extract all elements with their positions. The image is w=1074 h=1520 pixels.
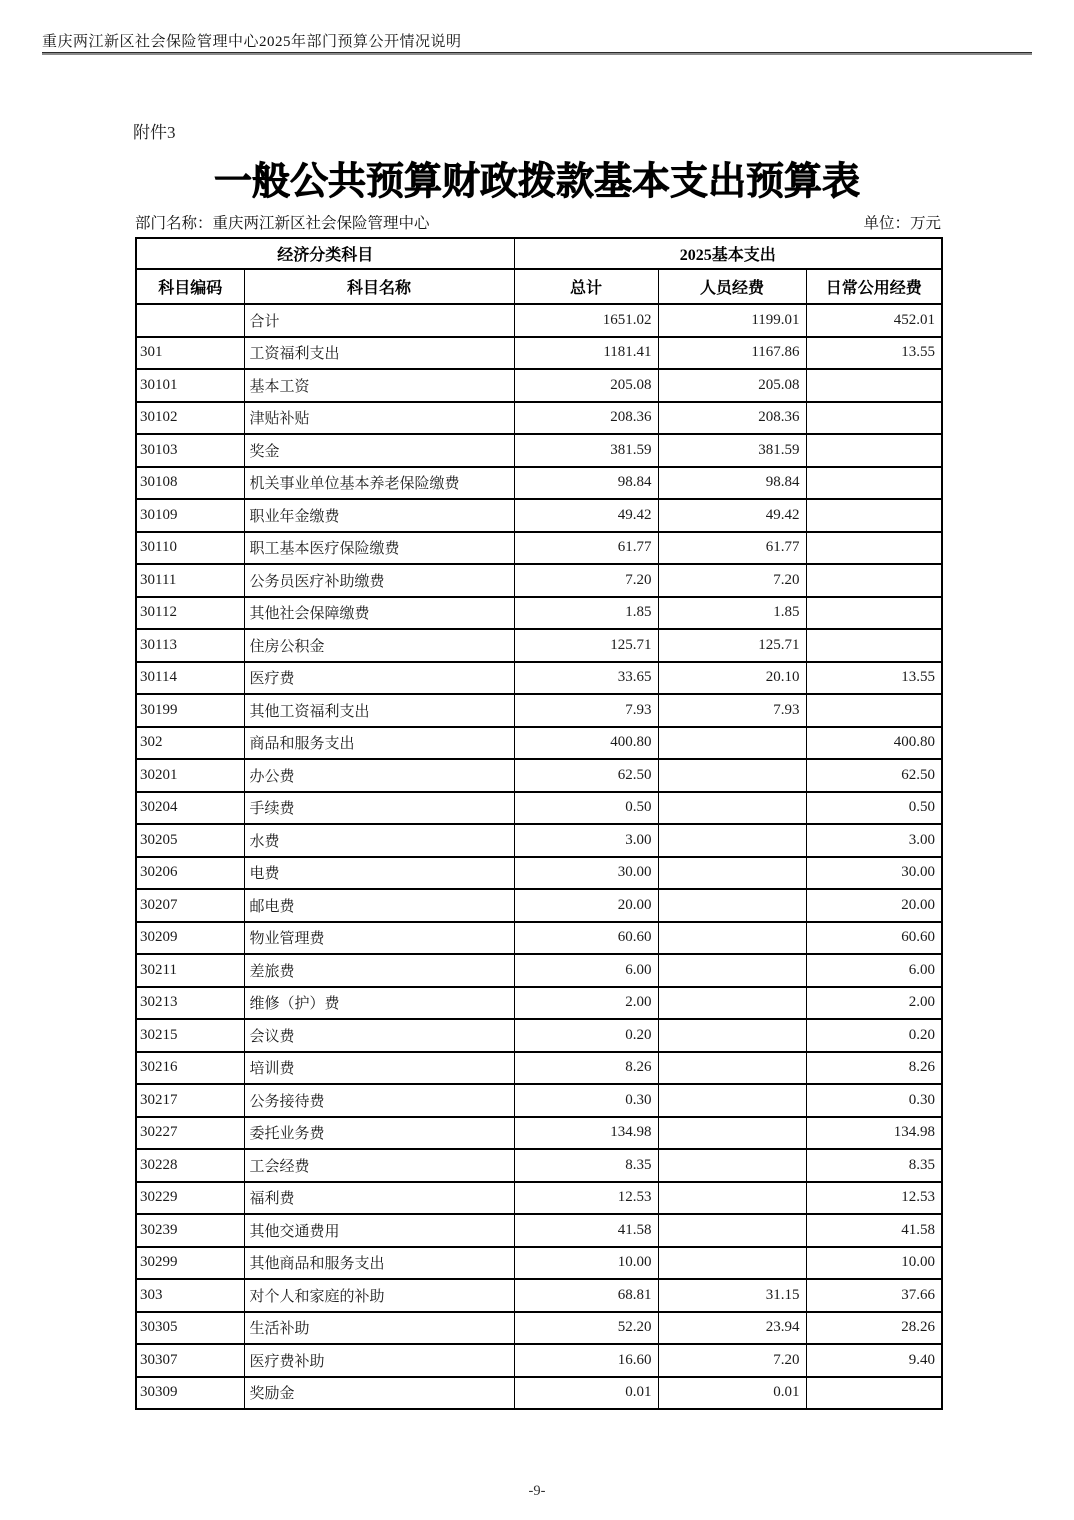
- table-row: [136, 987, 942, 1020]
- cell-subject-code: 30209: [136, 922, 244, 955]
- cell-daily-public-funds: 2.00: [806, 987, 942, 1020]
- page-number: -9-: [528, 1483, 546, 1499]
- cell-subject-name: 维修（护）费: [244, 987, 514, 1020]
- header-divider: [42, 52, 1032, 55]
- cell-total: 1.85: [514, 597, 658, 630]
- cell-subject-code: 30110: [136, 532, 244, 565]
- cell-daily-public-funds: [806, 629, 942, 662]
- col-header-subject-name: 科目名称: [244, 269, 514, 304]
- meta-row: [135, 211, 941, 233]
- cell-total: 52.20: [514, 1312, 658, 1345]
- cell-personnel-funds: 31.15: [658, 1279, 806, 1312]
- cell-subject-name: 公务接待费: [244, 1084, 514, 1117]
- cell-personnel-funds: [658, 1052, 806, 1085]
- cell-personnel-funds: 61.77: [658, 532, 806, 565]
- cell-personnel-funds: 208.36: [658, 402, 806, 435]
- unit-label: 单位：万元: [863, 215, 941, 232]
- cell-total: 134.98: [514, 1117, 658, 1150]
- cell-subject-name: 物业管理费: [244, 922, 514, 955]
- cell-total: 60.60: [514, 922, 658, 955]
- cell-total: 7.93: [514, 694, 658, 727]
- table-row: [136, 727, 942, 760]
- cell-total: 0.50: [514, 792, 658, 825]
- cell-total: 125.71: [514, 629, 658, 662]
- cell-total: 16.60: [514, 1344, 658, 1377]
- table-row: [136, 337, 942, 370]
- department-name: 部门名称：重庆两江新区社会保险管理中心: [135, 215, 430, 232]
- cell-subject-code: 30205: [136, 824, 244, 857]
- cell-subject-code: 30227: [136, 1117, 244, 1150]
- col-group-2025-basic-expenditure: 2025基本支出: [514, 238, 942, 269]
- table-row: [136, 369, 942, 402]
- cell-subject-code: 30217: [136, 1084, 244, 1117]
- table-row: [136, 922, 942, 955]
- cell-daily-public-funds: 37.66: [806, 1279, 942, 1312]
- cell-subject-name: 职工基本医疗保险缴费: [244, 532, 514, 565]
- cell-subject-name: 商品和服务支出: [244, 727, 514, 760]
- cell-subject-code: 30108: [136, 467, 244, 500]
- cell-subject-code: 30216: [136, 1052, 244, 1085]
- cell-personnel-funds: 125.71: [658, 629, 806, 662]
- cell-daily-public-funds: 6.00: [806, 954, 942, 987]
- cell-subject-code: 30111: [136, 564, 244, 597]
- cell-personnel-funds: 98.84: [658, 467, 806, 500]
- cell-personnel-funds: 23.94: [658, 1312, 806, 1345]
- cell-subject-code: 30215: [136, 1019, 244, 1052]
- cell-personnel-funds: [658, 954, 806, 987]
- cell-subject-code: 30309: [136, 1377, 244, 1410]
- cell-daily-public-funds: [806, 532, 942, 565]
- cell-total: 1651.02: [514, 304, 658, 337]
- col-group-economic-classification: 经济分类科目: [136, 238, 514, 269]
- cell-subject-code: 30213: [136, 987, 244, 1020]
- cell-personnel-funds: [658, 987, 806, 1020]
- cell-personnel-funds: [658, 1214, 806, 1247]
- cell-personnel-funds: [658, 1117, 806, 1150]
- cell-subject-name: 工会经费: [244, 1149, 514, 1182]
- cell-subject-code: 30199: [136, 694, 244, 727]
- cell-subject-name: 机关事业单位基本养老保险缴费: [244, 467, 514, 500]
- cell-total: 49.42: [514, 499, 658, 532]
- cell-subject-name: 职业年金缴费: [244, 499, 514, 532]
- cell-daily-public-funds: [806, 369, 942, 402]
- table-row: [136, 857, 942, 890]
- cell-personnel-funds: 1.85: [658, 597, 806, 630]
- cell-personnel-funds: 7.20: [658, 1344, 806, 1377]
- cell-daily-public-funds: 3.00: [806, 824, 942, 857]
- cell-personnel-funds: 381.59: [658, 434, 806, 467]
- table-row: [136, 597, 942, 630]
- cell-personnel-funds: [658, 857, 806, 890]
- table-row: [136, 1182, 942, 1215]
- cell-subject-code: 30109: [136, 499, 244, 532]
- cell-personnel-funds: 1167.86: [658, 337, 806, 370]
- cell-daily-public-funds: 10.00: [806, 1247, 942, 1280]
- cell-total: 8.26: [514, 1052, 658, 1085]
- cell-subject-name: 手续费: [244, 792, 514, 825]
- cell-total: 68.81: [514, 1279, 658, 1312]
- cell-subject-code: 30113: [136, 629, 244, 662]
- table-row: [136, 662, 942, 695]
- table-row: [136, 304, 942, 337]
- cell-subject-name: 培训费: [244, 1052, 514, 1085]
- cell-total: 30.00: [514, 857, 658, 890]
- cell-personnel-funds: [658, 1149, 806, 1182]
- cell-subject-code: 30228: [136, 1149, 244, 1182]
- cell-total: 12.53: [514, 1182, 658, 1215]
- group-header-row: [136, 238, 942, 269]
- cell-subject-code: 30204: [136, 792, 244, 825]
- table-row: [136, 824, 942, 857]
- cell-personnel-funds: [658, 824, 806, 857]
- col-header-personnel-funds: 人员经费: [658, 269, 806, 304]
- col-header-daily-public-funds: 日常公用经费: [806, 269, 942, 304]
- cell-daily-public-funds: [806, 1377, 942, 1410]
- cell-daily-public-funds: [806, 467, 942, 500]
- cell-daily-public-funds: 0.20: [806, 1019, 942, 1052]
- cell-subject-code: 30114: [136, 662, 244, 695]
- table-row: [136, 402, 942, 435]
- cell-subject-code: 30103: [136, 434, 244, 467]
- column-header-row: [136, 269, 942, 304]
- cell-daily-public-funds: 20.00: [806, 889, 942, 922]
- cell-daily-public-funds: 8.26: [806, 1052, 942, 1085]
- table-body: [136, 304, 942, 1409]
- cell-subject-name: 工资福利支出: [244, 337, 514, 370]
- cell-total: 2.00: [514, 987, 658, 1020]
- cell-subject-code: 30112: [136, 597, 244, 630]
- cell-subject-name: 生活补助: [244, 1312, 514, 1345]
- cell-subject-code: 30305: [136, 1312, 244, 1345]
- table-row: [136, 1019, 942, 1052]
- table-row: [136, 434, 942, 467]
- cell-total: 98.84: [514, 467, 658, 500]
- cell-subject-name: 合计: [244, 304, 514, 337]
- cell-personnel-funds: [658, 922, 806, 955]
- cell-daily-public-funds: 134.98: [806, 1117, 942, 1150]
- cell-daily-public-funds: 8.35: [806, 1149, 942, 1182]
- table-row: [136, 1279, 942, 1312]
- cell-total: 61.77: [514, 532, 658, 565]
- cell-personnel-funds: 20.10: [658, 662, 806, 695]
- table-row: [136, 1117, 942, 1150]
- cell-total: 6.00: [514, 954, 658, 987]
- cell-subject-code: [136, 304, 244, 337]
- table-row: [136, 694, 942, 727]
- cell-daily-public-funds: 0.30: [806, 1084, 942, 1117]
- cell-subject-name: 津贴补贴: [244, 402, 514, 435]
- cell-subject-code: 30307: [136, 1344, 244, 1377]
- cell-personnel-funds: [658, 1084, 806, 1117]
- cell-personnel-funds: 0.01: [658, 1377, 806, 1410]
- cell-total: 0.30: [514, 1084, 658, 1117]
- cell-personnel-funds: [658, 1247, 806, 1280]
- cell-subject-name: 其他商品和服务支出: [244, 1247, 514, 1280]
- table-row: [136, 1214, 942, 1247]
- cell-total: 41.58: [514, 1214, 658, 1247]
- cell-personnel-funds: [658, 792, 806, 825]
- cell-personnel-funds: 205.08: [658, 369, 806, 402]
- cell-personnel-funds: [658, 759, 806, 792]
- cell-total: 0.01: [514, 1377, 658, 1410]
- page-title: 一般公共预算财政拨款基本支出预算表: [213, 161, 860, 203]
- attachment-label: 附件3: [133, 123, 176, 142]
- cell-personnel-funds: [658, 1019, 806, 1052]
- cell-subject-code: 30102: [136, 402, 244, 435]
- cell-daily-public-funds: 400.80: [806, 727, 942, 760]
- cell-daily-public-funds: 12.53: [806, 1182, 942, 1215]
- cell-subject-code: 302: [136, 727, 244, 760]
- cell-subject-name: 医疗费补助: [244, 1344, 514, 1377]
- cell-subject-name: 水费: [244, 824, 514, 857]
- cell-total: 3.00: [514, 824, 658, 857]
- budget-table: [135, 237, 943, 1410]
- cell-total: 400.80: [514, 727, 658, 760]
- table-row: [136, 564, 942, 597]
- cell-daily-public-funds: 28.26: [806, 1312, 942, 1345]
- cell-total: 1181.41: [514, 337, 658, 370]
- table-row: [136, 792, 942, 825]
- col-header-total: 总计: [514, 269, 658, 304]
- cell-subject-name: 医疗费: [244, 662, 514, 695]
- table-row: [136, 1149, 942, 1182]
- cell-daily-public-funds: 9.40: [806, 1344, 942, 1377]
- cell-daily-public-funds: [806, 597, 942, 630]
- cell-daily-public-funds: 452.01: [806, 304, 942, 337]
- table-row: [136, 532, 942, 565]
- cell-subject-name: 邮电费: [244, 889, 514, 922]
- table-row: [136, 1052, 942, 1085]
- table-row: [136, 499, 942, 532]
- cell-total: 7.20: [514, 564, 658, 597]
- cell-daily-public-funds: [806, 402, 942, 435]
- table-row: [136, 954, 942, 987]
- cell-daily-public-funds: [806, 694, 942, 727]
- cell-subject-code: 30239: [136, 1214, 244, 1247]
- cell-total: 8.35: [514, 1149, 658, 1182]
- cell-daily-public-funds: 13.55: [806, 662, 942, 695]
- cell-total: 205.08: [514, 369, 658, 402]
- cell-subject-name: 其他社会保障缴费: [244, 597, 514, 630]
- cell-personnel-funds: 7.93: [658, 694, 806, 727]
- cell-subject-name: 电费: [244, 857, 514, 890]
- table-row: [136, 1344, 942, 1377]
- cell-daily-public-funds: 0.50: [806, 792, 942, 825]
- cell-subject-name: 奖励金: [244, 1377, 514, 1410]
- cell-daily-public-funds: 41.58: [806, 1214, 942, 1247]
- document-header-text: 重庆两江新区社会保险管理中心2025年部门预算公开情况说明: [42, 34, 462, 50]
- cell-subject-code: 30211: [136, 954, 244, 987]
- table-head: [136, 238, 942, 304]
- cell-subject-name: 委托业务费: [244, 1117, 514, 1150]
- cell-daily-public-funds: 62.50: [806, 759, 942, 792]
- cell-subject-name: 办公费: [244, 759, 514, 792]
- table-row: [136, 889, 942, 922]
- cell-daily-public-funds: [806, 499, 942, 532]
- cell-subject-name: 差旅费: [244, 954, 514, 987]
- cell-total: 33.65: [514, 662, 658, 695]
- cell-personnel-funds: [658, 1182, 806, 1215]
- cell-subject-code: 30299: [136, 1247, 244, 1280]
- cell-personnel-funds: 49.42: [658, 499, 806, 532]
- cell-daily-public-funds: 13.55: [806, 337, 942, 370]
- cell-personnel-funds: 7.20: [658, 564, 806, 597]
- cell-subject-name: 基本工资: [244, 369, 514, 402]
- cell-personnel-funds: 1199.01: [658, 304, 806, 337]
- cell-subject-code: 30206: [136, 857, 244, 890]
- cell-subject-name: 公务员医疗补助缴费: [244, 564, 514, 597]
- table-row: [136, 759, 942, 792]
- col-header-subject-code: 科目编码: [136, 269, 244, 304]
- cell-daily-public-funds: [806, 564, 942, 597]
- cell-subject-name: 会议费: [244, 1019, 514, 1052]
- cell-total: 381.59: [514, 434, 658, 467]
- cell-subject-code: 30101: [136, 369, 244, 402]
- cell-subject-code: 301: [136, 337, 244, 370]
- cell-subject-code: 30207: [136, 889, 244, 922]
- cell-subject-code: 30229: [136, 1182, 244, 1215]
- cell-subject-code: 30201: [136, 759, 244, 792]
- cell-daily-public-funds: 60.60: [806, 922, 942, 955]
- cell-subject-name: 住房公积金: [244, 629, 514, 662]
- cell-total: 20.00: [514, 889, 658, 922]
- cell-total: 0.20: [514, 1019, 658, 1052]
- cell-total: 10.00: [514, 1247, 658, 1280]
- cell-personnel-funds: [658, 727, 806, 760]
- cell-subject-name: 其他交通费用: [244, 1214, 514, 1247]
- cell-subject-name: 对个人和家庭的补助: [244, 1279, 514, 1312]
- table-row: [136, 1377, 942, 1410]
- cell-personnel-funds: [658, 889, 806, 922]
- cell-daily-public-funds: 30.00: [806, 857, 942, 890]
- cell-total: 62.50: [514, 759, 658, 792]
- table-row: [136, 467, 942, 500]
- table-row: [136, 1247, 942, 1280]
- cell-daily-public-funds: [806, 434, 942, 467]
- table-row: [136, 629, 942, 662]
- cell-total: 208.36: [514, 402, 658, 435]
- cell-subject-name: 其他工资福利支出: [244, 694, 514, 727]
- table-row: [136, 1084, 942, 1117]
- cell-subject-name: 福利费: [244, 1182, 514, 1215]
- cell-subject-name: 奖金: [244, 434, 514, 467]
- cell-subject-code: 303: [136, 1279, 244, 1312]
- table-row: [136, 1312, 942, 1345]
